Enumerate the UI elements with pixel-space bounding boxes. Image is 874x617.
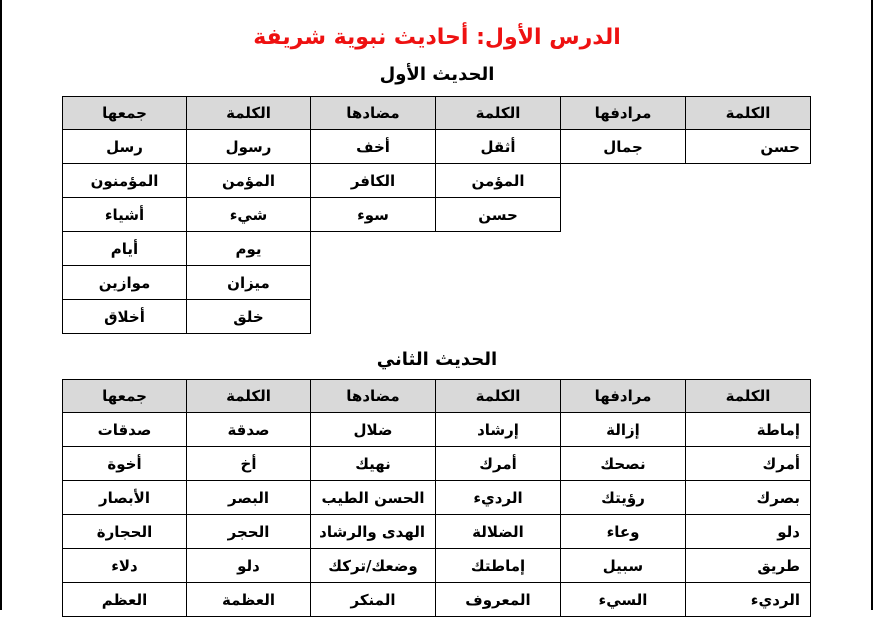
hadith2-heading: الحديث الثاني bbox=[376, 349, 498, 370]
antonym-cell: الحسن الطيب bbox=[311, 481, 436, 515]
antonym-cell: سوء bbox=[311, 198, 436, 232]
table-row bbox=[63, 481, 811, 515]
word-cell: إماطة bbox=[686, 413, 811, 447]
antonym-cell: الهدى والرشاد bbox=[311, 515, 436, 549]
plural-cell: أيام bbox=[63, 232, 187, 266]
synonym-cell: سبيل bbox=[561, 549, 686, 583]
plural-cell: أخوة bbox=[63, 447, 187, 481]
word-cell: العظمة bbox=[187, 583, 311, 617]
word-cell: الحجر bbox=[187, 515, 311, 549]
header-antonym: مضادها bbox=[311, 380, 436, 413]
antonym-cell: أخف bbox=[311, 130, 436, 164]
plural-cell: موازين bbox=[63, 266, 187, 300]
word-cell: المؤمن bbox=[436, 164, 561, 198]
table-row bbox=[63, 266, 811, 300]
word-cell: حسن bbox=[686, 130, 811, 164]
table-row bbox=[63, 164, 811, 198]
word-cell: المؤمن bbox=[187, 164, 311, 198]
word-cell: المعروف bbox=[436, 583, 561, 617]
antonym-cell: الكافر bbox=[311, 164, 436, 198]
antonym-cell: وضعك/تركك bbox=[311, 549, 436, 583]
header-word: الكلمة bbox=[187, 380, 311, 413]
header-word: الكلمة bbox=[686, 380, 811, 413]
header-word: الكلمة bbox=[686, 97, 811, 130]
header-antonym: مضادها bbox=[311, 97, 436, 130]
word-cell: أمرك bbox=[436, 447, 561, 481]
synonym-cell: جمال bbox=[561, 130, 686, 164]
word-cell: الرديء bbox=[436, 481, 561, 515]
plural-cell: صدقات bbox=[63, 413, 187, 447]
word-cell: حسن bbox=[436, 198, 561, 232]
page-border-left bbox=[0, 0, 2, 610]
synonym-cell: وعاء bbox=[561, 515, 686, 549]
header-word: الكلمة bbox=[187, 97, 311, 130]
table-row bbox=[63, 515, 811, 549]
plural-cell: الحجارة bbox=[63, 515, 187, 549]
table-row bbox=[63, 232, 811, 266]
word-cell: أخ bbox=[187, 447, 311, 481]
table-header-row bbox=[63, 380, 811, 413]
header-plural: جمعها bbox=[63, 97, 187, 130]
word-cell: خلق bbox=[187, 300, 311, 334]
word-cell: رسول bbox=[187, 130, 311, 164]
table-row bbox=[63, 198, 811, 232]
plural-cell: رسل bbox=[63, 130, 187, 164]
plural-cell: دلاء bbox=[63, 549, 187, 583]
antonym-cell: نهيك bbox=[311, 447, 436, 481]
word-cell: البصر bbox=[187, 481, 311, 515]
plural-cell: المؤمنون bbox=[63, 164, 187, 198]
table-row bbox=[63, 447, 811, 481]
plural-cell: العظم bbox=[63, 583, 187, 617]
hadith2-vocab-table bbox=[62, 379, 811, 617]
word-cell: ميزان bbox=[187, 266, 311, 300]
word-cell: دلو bbox=[187, 549, 311, 583]
header-word: الكلمة bbox=[436, 97, 561, 130]
word-cell: دلو bbox=[686, 515, 811, 549]
table-row bbox=[63, 300, 811, 334]
word-cell: الضلالة bbox=[436, 515, 561, 549]
antonym-cell: المنكر bbox=[311, 583, 436, 617]
page-border-right bbox=[871, 0, 873, 610]
lesson-title: الدرس الأول: أحاديث نبوية شريفة bbox=[253, 25, 621, 50]
word-cell: أثقل bbox=[436, 130, 561, 164]
synonym-cell: نصحك bbox=[561, 447, 686, 481]
word-cell: إماطتك bbox=[436, 549, 561, 583]
plural-cell: الأبصار bbox=[63, 481, 187, 515]
hadith1-vocab-table bbox=[62, 96, 811, 334]
header-plural: جمعها bbox=[63, 380, 187, 413]
antonym-cell: ضلال bbox=[311, 413, 436, 447]
header-synonym: مرادفها bbox=[561, 97, 686, 130]
plural-cell: أخلاق bbox=[63, 300, 187, 334]
word-cell: بصرك bbox=[686, 481, 811, 515]
table-row bbox=[63, 549, 811, 583]
header-synonym: مرادفها bbox=[561, 380, 686, 413]
word-cell: يوم bbox=[187, 232, 311, 266]
word-cell: طريق bbox=[686, 549, 811, 583]
table-row bbox=[63, 583, 811, 617]
table-header-row bbox=[63, 97, 811, 130]
synonym-cell: السيء bbox=[561, 583, 686, 617]
synonym-cell: رؤيتك bbox=[561, 481, 686, 515]
word-cell: شيء bbox=[187, 198, 311, 232]
table-row bbox=[63, 130, 811, 164]
word-cell: إرشاد bbox=[436, 413, 561, 447]
word-cell: الرديء bbox=[686, 583, 811, 617]
synonym-cell: إزالة bbox=[561, 413, 686, 447]
word-cell: أمرك bbox=[686, 447, 811, 481]
hadith1-heading: الحديث الأول bbox=[379, 64, 495, 85]
table-row bbox=[63, 413, 811, 447]
header-word: الكلمة bbox=[436, 380, 561, 413]
word-cell: صدقة bbox=[187, 413, 311, 447]
plural-cell: أشياء bbox=[63, 198, 187, 232]
